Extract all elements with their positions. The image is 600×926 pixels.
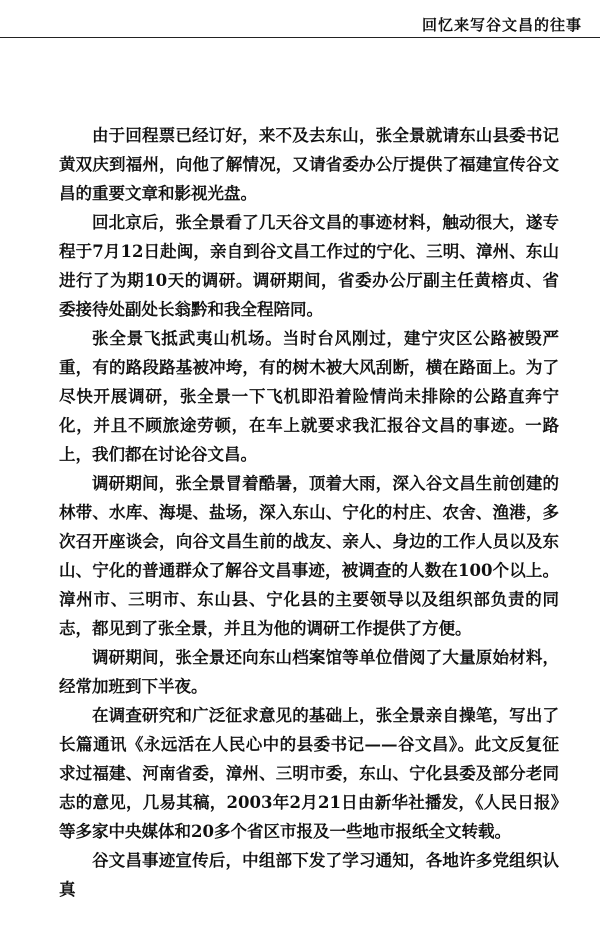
header-rule bbox=[0, 37, 600, 38]
paragraph: 调研期间，张全景冒着酷暑，顶着大雨，深入谷文昌生前创建的林带、水库、海堤、盐场，深入东山、宁化的村庄、农舍、渔港，多次召开座谈会，向谷文昌生前的战友、亲人、身边的工作人员以及东山、宁化的普通群众了解谷文昌事迹，被调查的人数在100个以上。漳州市、三明市、东山县、宁化县的主要领导以及组织部负责的同志，都见到了张全景，并且为他的调研工作提供了方便。 bbox=[59, 474, 559, 638]
paragraph: 回北京后，张全景看了几天谷文昌的事迹材料，触动很大，遂专程于7月12日赴闽，亲自到谷文昌工作过的宁化、三明、漳州、东山进行了为期10天的调研。调研期间，省委办公厅副主任黄榕贞、省委接待处副处长翁黔和我全程陪同。 bbox=[59, 213, 559, 319]
running-header: 回忆来写谷文昌的往事 bbox=[421, 16, 582, 34]
paragraph: 张全景飞抵武夷山机场。当时台风刚过，建宁灾区公路被毁严重，有的路段路基被冲垮，有的树木被大风刮断，横在路面上。为了尽快开展调研，张全景一下飞机即沿着险情尚未排除的公路直奔宁化，并且不顾旅途劳顿，在车上就要求我汇报谷文昌的事迹。一路上，我们都在讨论谷文昌。 bbox=[59, 329, 559, 464]
paragraph: 在调查研究和广泛征求意见的基础上，张全景亲自操笔，写出了长篇通讯《永远活在人民心中的县委书记——谷文昌》。此文反复征求过福建、河南省委，漳州、三明市委，东山、宁化县委及部分老同志的意见，几易其稿，2003年2月21日由新华社播发，《人民日报》等多家中央媒体和20多个省区市报及一些地市报纸全文转载。 bbox=[59, 706, 559, 841]
body-text bbox=[59, 121, 559, 904]
paragraph: 由于回程票已经订好，来不及去东山，张全景就请东山县委书记黄双庆到福州，向他了解情况，又请省委办公厅提供了福建宣传谷文昌的重要文章和影视光盘。 bbox=[59, 126, 559, 203]
paragraph: 谷文昌事迹宣传后，中组部下发了学习通知，各地许多党组织认真 bbox=[59, 851, 559, 899]
paragraph: 调研期间，张全景还向东山档案馆等单位借阅了大量原始材料，经常加班到下半夜。 bbox=[59, 648, 559, 696]
